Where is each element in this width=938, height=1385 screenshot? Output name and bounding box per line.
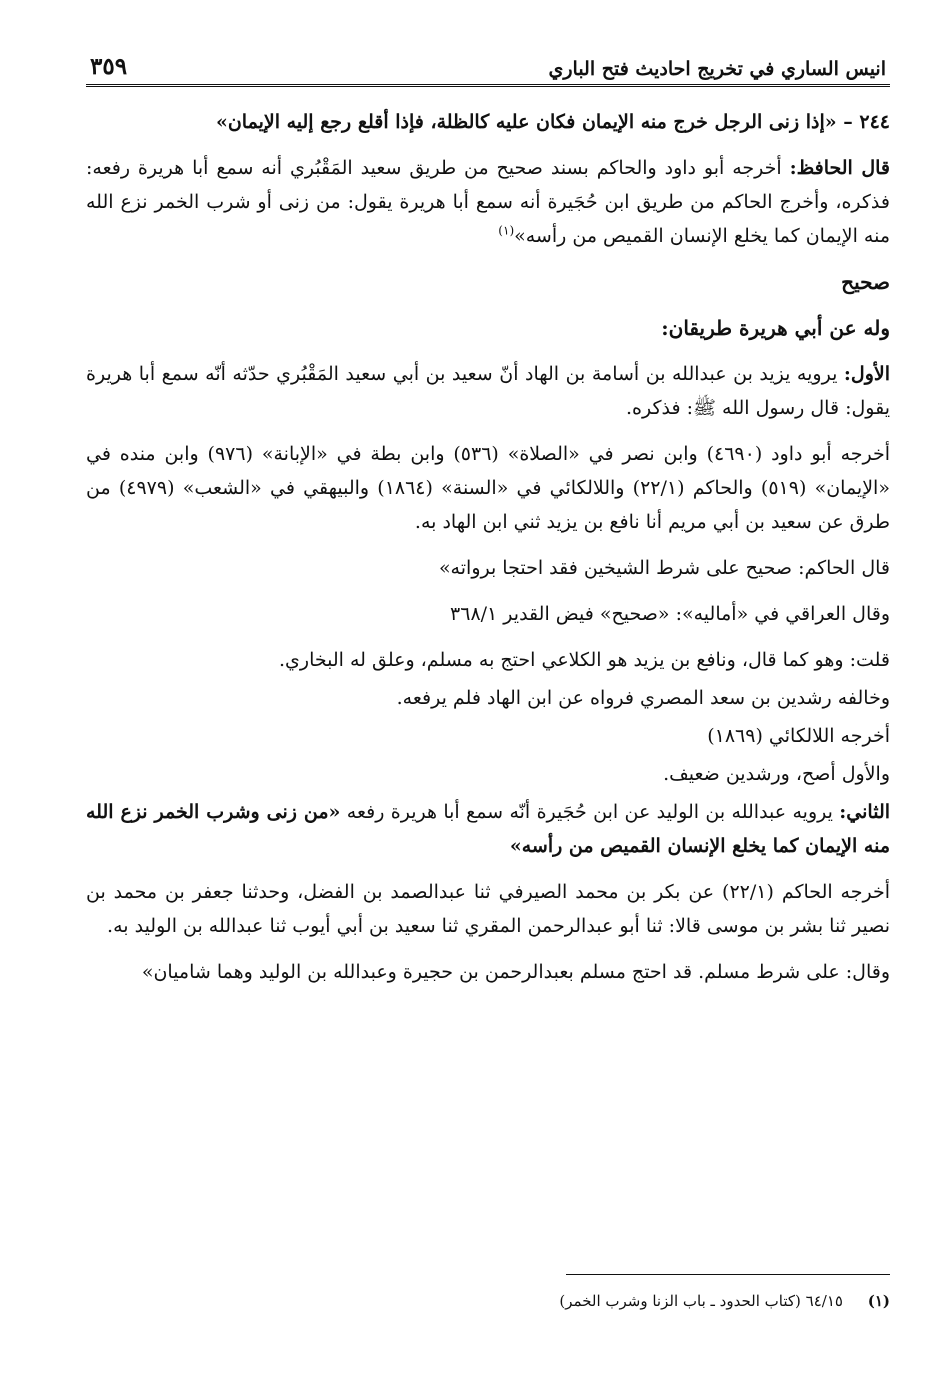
hakim-statement: قال الحاكم: صحيح على شرط الشيخين فقد احتجا برواته» bbox=[438, 557, 890, 579]
note-paragraph-3: أخرجه اللالكائي (١٨٦٩) bbox=[707, 725, 890, 747]
page-number: ٣٥٩ bbox=[90, 53, 128, 80]
footnote-mark: (١) bbox=[867, 1292, 890, 1310]
first-path-text: يرويه يزيد بن عبدالله بن أسامة بن الهاد أنّ سعيد بن أبي سعيد المَقْبُري حدّثه أنّه سمع أبا هريرة يقول: قال رسول الله ﷺ: فذكره. bbox=[86, 363, 890, 419]
note-paragraph-1: قلت: وهو كما قال، ونافع بن يزيد هو الكلاعي احتج به مسلم، وعلق له البخاري. bbox=[278, 649, 890, 671]
book-title: انيس الساري في تخريج احاديث فتح الباري bbox=[548, 58, 886, 80]
footnote bbox=[86, 1288, 890, 1314]
hafiz-text: أخرجه أبو داود والحاكم بسند صحيح من طريق سعيد المَقْبُري أنه سمع أبا هريرة رفعه: فذكره، وأخرج الحاكم من طريق ابن حُجَيرة أنه سمع أبا هريرة يقول: من زنى أو شرب الخمر نزع الله منه الإيمان كما يخلع الإنسان القميص من رأسه» bbox=[86, 157, 890, 247]
hafiz-paragraph bbox=[86, 151, 890, 253]
second-path-label: الثاني: bbox=[839, 801, 891, 823]
iraqi-statement: وقال العراقي في «أماليه»: «صحيح» فيض القدير ٣٦٨/١ bbox=[450, 603, 890, 625]
page-content bbox=[86, 105, 890, 989]
second-path-text: يرويه عبدالله بن الوليد عن ابن حُجَيرة أنّه سمع أبا هريرة رفعه bbox=[346, 801, 833, 823]
hadith-text: ٢٤٤ – «إذا زنى الرجل خرج منه الإيمان فكان عليه كالظلة، فإذا أقلع رجع إليه الإيمان» bbox=[215, 111, 890, 133]
takhrij-paragraph-1: أخرجه أبو داود (٤٦٩٠) وابن نصر في «الصلاة» (٥٣٦) وابن بطة في «الإبانة» (٩٧٦) وابن منده في «الإيمان» (٥١٩) والحاكم (٢٢/١) واللالكائي في «السنة» (١٨٦٤) والبيهقي في «الشعب» (٤٩٧٩) من طرق عن سعيد بن أبي مريم أنا نافع بن يزيد ثني ابن الهاد به. bbox=[86, 443, 891, 533]
footnote-divider bbox=[566, 1274, 890, 1275]
footnote-reference: (١) bbox=[498, 223, 515, 238]
first-path-paragraph bbox=[86, 357, 890, 425]
verdict-heading: صحيح bbox=[841, 270, 890, 294]
second-path-quote: «من زنى وشرب الخمر نزع الله منه الإيمان كما يخلع الإنسان القميص من رأسه» bbox=[86, 801, 890, 857]
book-page bbox=[86, 50, 891, 1310]
first-path-label: الأول: bbox=[843, 363, 890, 385]
note-paragraph-4: والأول أصح، ورشدين ضعيف. bbox=[663, 763, 890, 785]
closing-paragraph: وقال: على شرط مسلم. قد احتج مسلم بعبدالرحمن بن حجيرة وعبدالله بن الوليد وهما شاميان» bbox=[141, 961, 890, 983]
paths-heading: وله عن أبي هريرة طريقان: bbox=[661, 316, 890, 340]
second-path-paragraph bbox=[86, 795, 890, 863]
note-paragraph-2: وخالفه رشدين بن سعد المصري فرواه عن ابن الهاد فلم يرفعه. bbox=[396, 687, 890, 709]
footnote-text: ٦٤/١٥ (كتاب الحدود ـ باب الزنا وشرب الخمر) bbox=[559, 1292, 843, 1310]
running-header bbox=[86, 50, 890, 87]
hafiz-label: قال الحافظ: bbox=[789, 157, 890, 179]
takhrij-paragraph-2: أخرجه الحاكم (٢٢/١) عن بكر بن محمد الصيرفي ثنا عبدالصمد بن الفضل، وحدثنا جعفر بن محمد بن نصير ثنا بشر بن موسى قالا: ثنا أبو عبدالرحمن المقري ثنا سعيد بن أبي أيوب ثنا عبدالله بن الوليد به. bbox=[86, 881, 890, 937]
